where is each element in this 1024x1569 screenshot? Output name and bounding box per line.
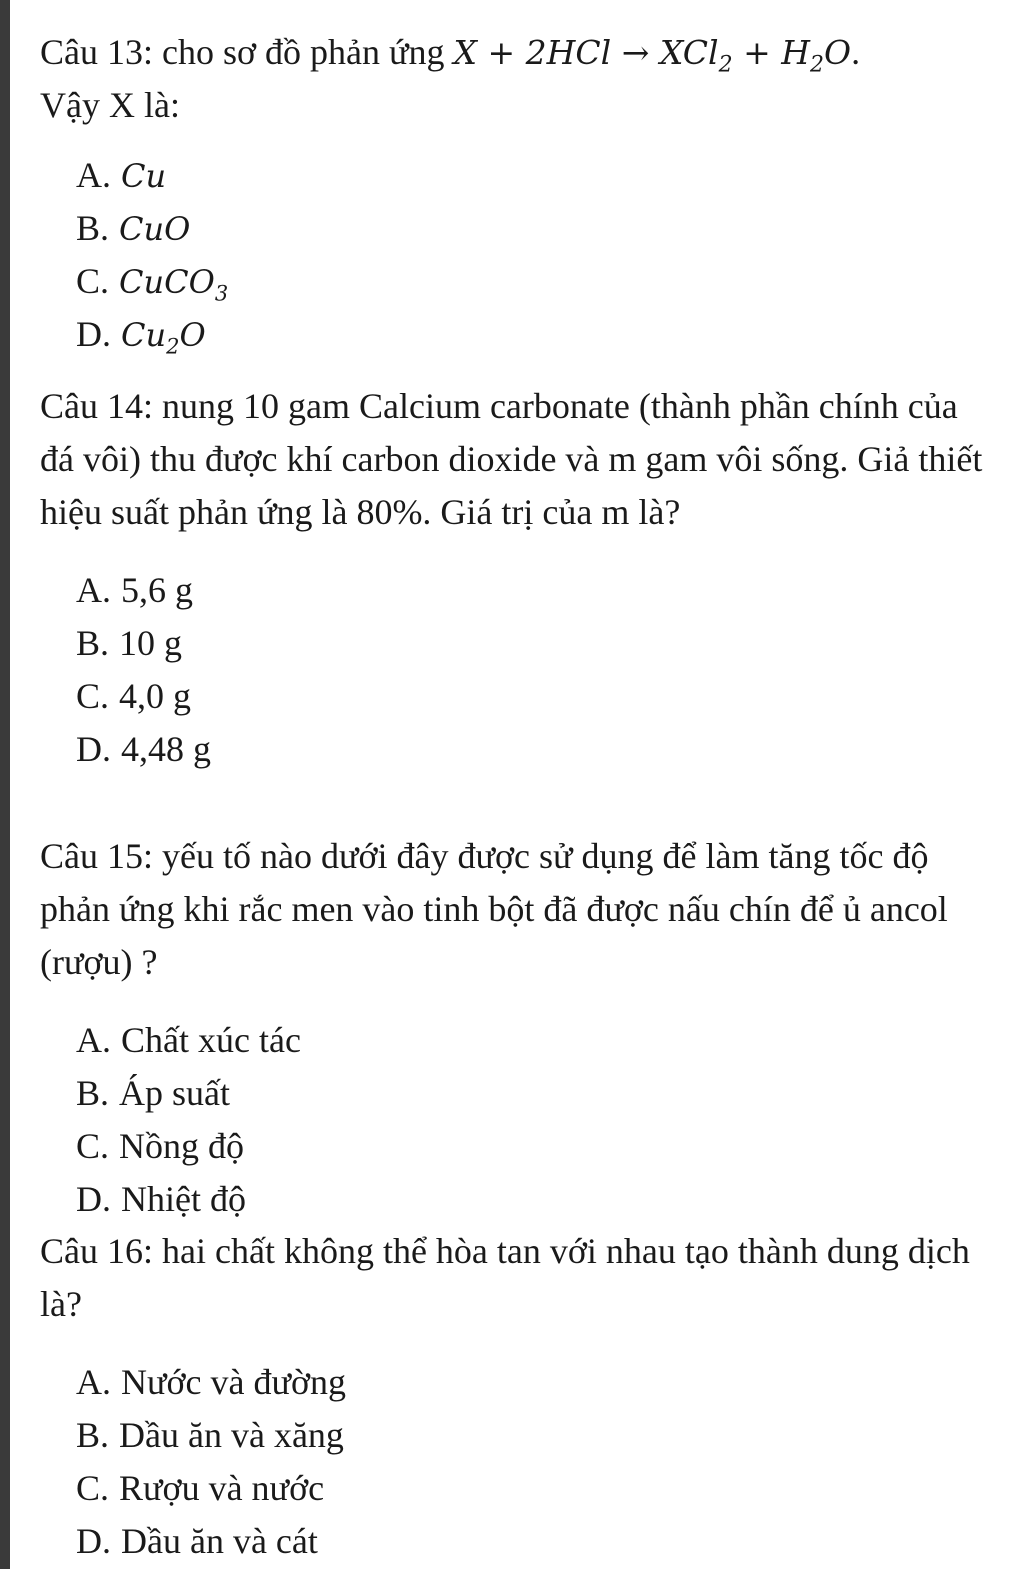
question-14-prompt: nung 10 gam Calcium carbonate (thành phần chính của đá vôi) thu được khí carbon dioxide và m gam vôi sống. Giả thiết hiệu suất phản ứng là 80%. Giá trị của m là? <box>40 386 983 532</box>
option-text <box>121 316 206 359</box>
formula-base: CuCO <box>119 263 215 301</box>
option-letter: A. <box>76 1020 111 1060</box>
option-letter: C. <box>76 1126 110 1166</box>
option-text: 5,6 g <box>121 570 193 610</box>
question-16-label: Câu 16: <box>40 1231 153 1271</box>
question-14-options <box>40 564 1000 776</box>
math-o: O <box>824 33 852 72</box>
math-h: H <box>781 33 811 72</box>
option-letter: D. <box>76 729 111 769</box>
question-15-text <box>40 830 1000 989</box>
option-b[interactable] <box>76 1067 1000 1120</box>
formula-tail: O <box>179 316 206 354</box>
question-15-label: Câu 15: <box>40 836 153 876</box>
formula-sub: 3 <box>214 281 229 306</box>
option-b[interactable] <box>76 1409 1000 1462</box>
option-d[interactable] <box>76 723 1000 776</box>
option-letter: B. <box>76 623 110 663</box>
question-13-options <box>40 149 1000 361</box>
math-plus: + <box>732 33 782 72</box>
option-letter: B. <box>76 1073 110 1113</box>
option-a[interactable] <box>76 1356 1000 1409</box>
math-x: X <box>453 33 478 72</box>
option-d[interactable] <box>76 308 1000 361</box>
option-letter: A. <box>76 570 111 610</box>
question-14-text <box>40 380 1000 539</box>
option-text: Nồng độ <box>119 1126 245 1166</box>
option-a[interactable] <box>76 1014 1000 1067</box>
question-13-period: . <box>851 32 861 72</box>
option-text: Dầu ăn và cát <box>121 1521 318 1561</box>
question-13-prompt: cho sơ đồ phản ứng <box>153 32 454 72</box>
math-hcl: HCl <box>546 33 612 72</box>
question-16-options <box>40 1356 1000 1568</box>
option-d[interactable] <box>76 1173 1000 1226</box>
option-letter: C. <box>76 676 110 716</box>
question-16-prompt: hai chất không thể hòa tan với nhau tạo thành dung dịch là? <box>40 1231 970 1324</box>
math-plus-coef: + 2 <box>477 33 547 72</box>
left-border <box>0 0 10 1569</box>
option-letter: A. <box>76 1362 111 1402</box>
question-13-text <box>40 26 1000 132</box>
formula-base: Cu <box>121 316 167 354</box>
question-14 <box>40 380 1000 776</box>
reaction-equation <box>453 33 852 78</box>
option-text: Dầu ăn và xăng <box>119 1415 344 1455</box>
math-xcl: XCl <box>659 33 719 72</box>
question-15-prompt: yếu tố nào dưới đây được sử dụng để làm tăng tốc độ phản ứng khi rắc men vào tinh bột đã được nấu chín để ủ ancol (rượu) ? <box>40 836 948 982</box>
option-text: CuO <box>119 210 191 248</box>
option-letter: D. <box>76 1179 111 1219</box>
option-c[interactable] <box>76 255 1000 308</box>
option-letter: B. <box>76 1415 110 1455</box>
option-letter: C. <box>76 261 110 301</box>
option-text: 4,48 g <box>121 729 211 769</box>
option-letter: D. <box>76 314 111 354</box>
option-text: Chất xúc tác <box>121 1020 301 1060</box>
question-13-label: Câu 13: <box>40 32 153 72</box>
math-sub-2b: 2 <box>810 52 825 78</box>
option-letter: B. <box>76 208 110 248</box>
question-13 <box>40 26 1000 361</box>
option-d[interactable] <box>76 1515 1000 1568</box>
option-text: Cu <box>121 157 167 195</box>
option-letter: C. <box>76 1468 110 1508</box>
math-arrow: → <box>611 33 660 72</box>
question-13-line2: Vậy X là: <box>40 85 180 125</box>
question-16 <box>40 1225 1000 1568</box>
option-letter: D. <box>76 1521 111 1561</box>
question-14-label: Câu 14: <box>40 386 153 426</box>
option-a[interactable] <box>76 564 1000 617</box>
option-text: 4,0 g <box>119 676 192 716</box>
option-text: Nhiệt độ <box>121 1179 246 1219</box>
formula-sub: 2 <box>166 334 180 359</box>
question-16-text <box>40 1225 1000 1331</box>
option-text: Áp suất <box>119 1073 231 1113</box>
math-sub-2: 2 <box>718 52 733 78</box>
option-c[interactable] <box>76 670 1000 723</box>
option-text: Nước và đường <box>121 1362 347 1402</box>
option-b[interactable] <box>76 202 1000 255</box>
option-a[interactable] <box>76 149 1000 202</box>
option-text <box>119 263 229 306</box>
option-b[interactable] <box>76 617 1000 670</box>
option-text: 10 g <box>119 623 183 663</box>
question-15 <box>40 830 1000 1226</box>
question-15-options <box>40 1014 1000 1226</box>
option-letter: A. <box>76 155 111 195</box>
option-text: Rượu và nước <box>119 1468 325 1508</box>
option-c[interactable] <box>76 1462 1000 1515</box>
option-c[interactable] <box>76 1120 1000 1173</box>
